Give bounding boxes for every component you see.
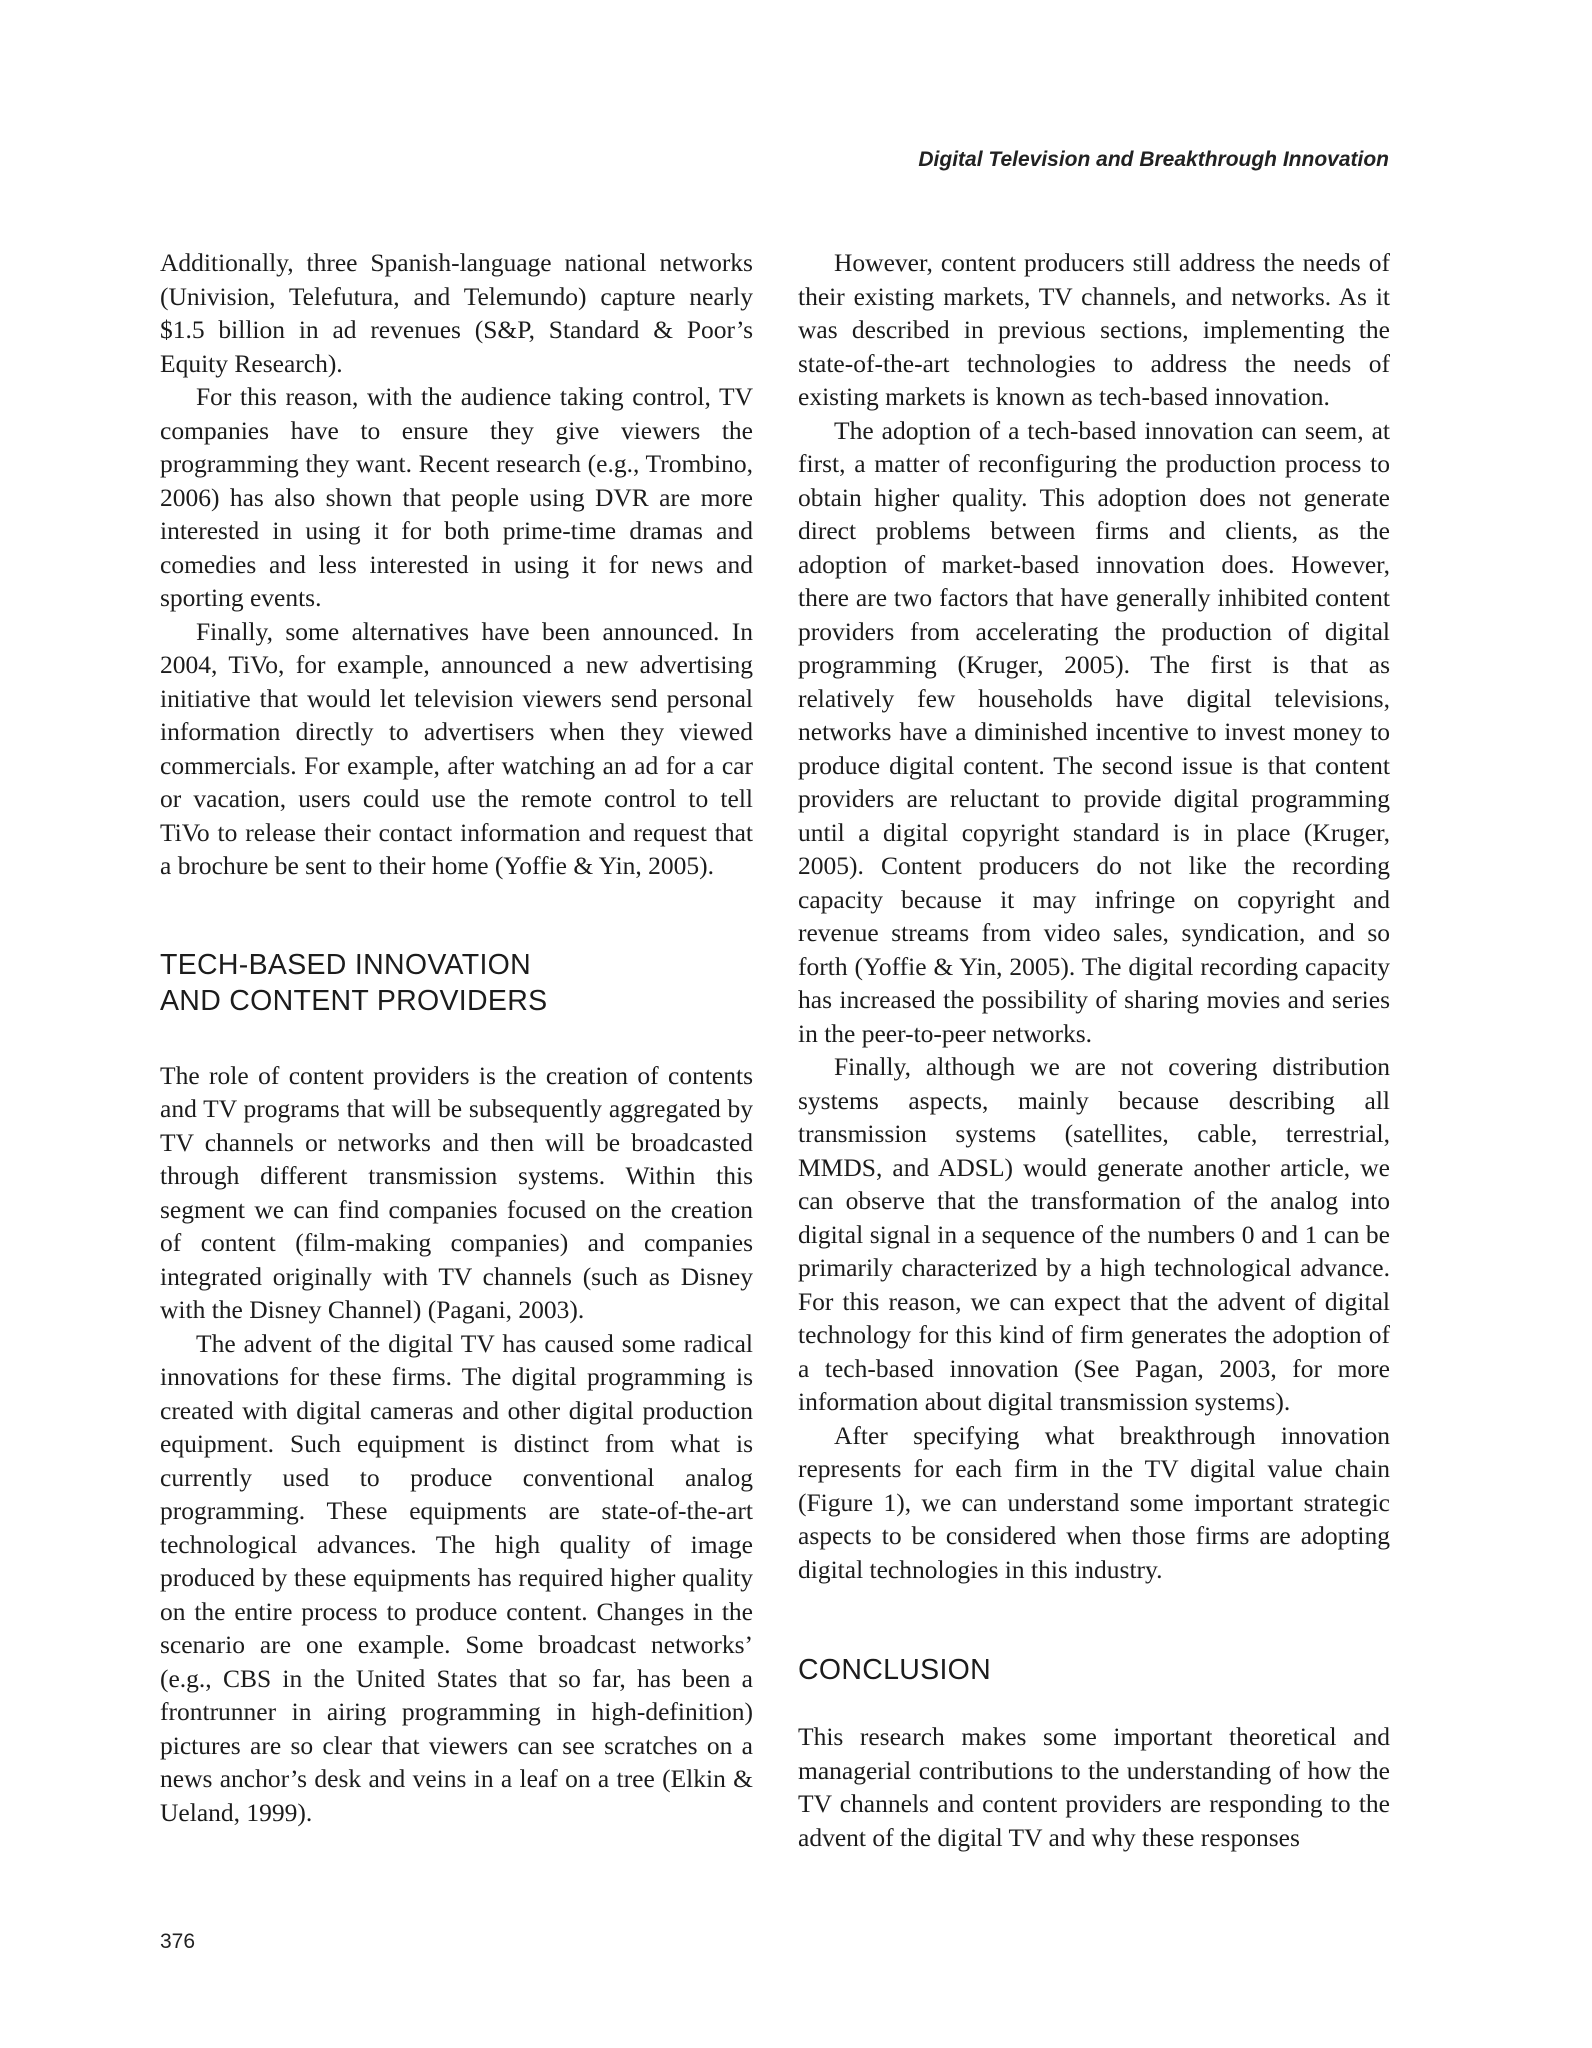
paragraph: The adoption of a tech-based innovation can seem, at first, a matter of reconfiguring the production process to obtain higher quality. This adoption does not generate direct problems between firms and clients, as the adoption of market-based innovation does. However, there are two factors that have generally inhibited content providers from accelerating the production of digital programming (Kruger, 2005). The first is that as relatively few households have digital televisions, networks have a diminished incentive to invest money to produce digital content. The second issue is that content providers are reluctant to provide digital programming until a digital copyright standard is in place (Kruger, 2005). Content producers do not like the recording capacity because it may infringe on copyright and revenue streams from video sales, syndication, and so forth (Yoffie & Yin, 2005). The digital recording capacity has increased the possibility of sharing movies and series in the peer-to-peer networks. <box>798 415 1390 1048</box>
left-column <box>160 246 753 1829</box>
paragraph: This research makes some important theoretical and managerial contributions to the understanding of how the TV channels and content providers are responding to the advent of the digital TV and why these responses <box>798 1722 1390 1852</box>
section-heading-tech-based-innovation <box>160 947 753 1019</box>
paragraph: Finally, although we are not covering distribution systems aspects, mainly because describing all transmission systems (satellites, cable, terrestrial, MMDS, and ADSL) would generate another article, we can observe that the transformation of the analog into digital signal in a sequence of the numbers 0 and 1 can be primarily characterized by a high technological advance. For this reason, we can expect that the advent of digital technology for this kind of firm generates the adoption of a tech-based innovation (See Pagan, 2003, for more information about digital transmission systems). <box>798 1052 1390 1416</box>
running-head: Digital Television and Breakthrough Innovation <box>918 148 1389 171</box>
heading-line: AND CONTENT PROVIDERS <box>160 984 548 1017</box>
paragraph: For this reason, with the audience taking control, TV companies have to ensure they give viewers the programming they want. Recent research (e.g., Trombino, 2006) has also shown that people using DVR are more interested in using it for both prime-time dramas and comedies and less interested in using it for news and sporting events. <box>160 382 753 612</box>
paragraph: However, content producers still address the needs of their existing markets, TV channels, and networks. As it was described in previous sections, implementing the state-of-the-art technologies to address the needs of existing markets is known as tech-based innovation. <box>798 248 1390 411</box>
paragraph: Finally, some alternatives have been announced. In 2004, TiVo, for example, announced a new advertising initiative that would let television viewers send personal information directly to advertisers when they viewed commercials. For example, after watching an ad for a car or vacation, users could use the remote control to tell TiVo to release their contact information and request that a brochure be sent to their home (Yoffie & Yin, 2005). <box>160 616 753 880</box>
paragraph: The role of content providers is the creation of contents and TV programs that will be subsequently aggregated by TV channels or networks and then will be broadcasted through different transmission systems. Within this segment we can find companies focused on the creation of content (film-making companies) and companies integrated originally with TV channels (such as Disney with the Disney Channel) (Pagani, 2003). <box>160 1060 753 1324</box>
section-heading-conclusion: CONCLUSION <box>798 1654 992 1686</box>
paragraph: After specifying what breakthrough innovation represents for each firm in the TV digital value chain (Figure 1), we can understand some important strategic aspects to be considered when those firms are adopting digital technologies in this industry. <box>798 1420 1390 1584</box>
paragraph: The advent of the digital TV has caused some radical innovations for these firms. The digital programming is created with digital cameras and other digital production equipment. Such equipment is distinct from what is currently used to produce conventional analog programming. These equipments are state-of-the-art technological advances. The high quality of image produced by these equipments has required higher quality on the entire process to produce content. Changes in the scenario are one example. Some broadcast networks’ (e.g., CBS in the United States that so far, has been a frontrunner in airing programming in high-definition) pictures are so clear that viewers can see scratches on a news anchor’s desk and veins in a leaf on a tree (Elkin & Ueland, 1999). <box>160 1328 753 1827</box>
page-number: 376 <box>160 1930 196 1953</box>
heading-line: TECH-BASED INNOVATION <box>160 948 532 981</box>
paragraph: Additionally, three Spanish-language national networks (Univision, Telefutura, and Telemundo) capture nearly $1.5 billion in ad revenues (S&P, Standard & Poor’s Equity Research). <box>160 248 753 378</box>
right-column <box>798 246 1390 1854</box>
